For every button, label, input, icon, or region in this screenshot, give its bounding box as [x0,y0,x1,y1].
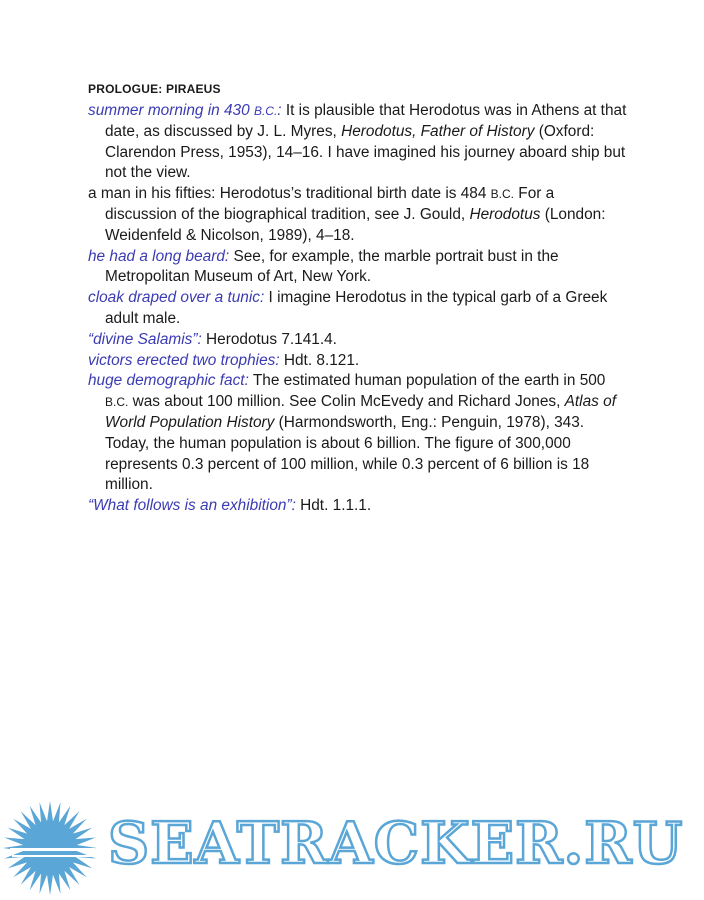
watermark-text: SEATRACKER.RU [108,810,684,877]
note-lead-man-in-fifties: a man in his fifties: [88,185,216,203]
endnotes-page [88,82,628,517]
note-long-beard: he had a long beard: See, for example, the marble portrait bust in the Metropolitan Museum of Art, New York. [88,247,559,286]
watermark [0,800,704,896]
note-cloak-tunic: cloak draped over a tunic: I imagine Herodotus in the typical garb of a Greek adult male. [88,289,608,327]
note-two-trophies: victors erected two trophies: Hdt. 8.121. [88,351,360,369]
note-link-long-beard[interactable]: he had a long beard: [88,247,230,265]
sun-burst-icon [0,800,105,896]
note-link-two-trophies[interactable]: victors erected two trophies: [88,351,280,369]
note-summer-morning: summer morning in 430 B.C.: It is plausible that Herodotus was in Athens at that date, as discussed by J. L. Myres, Herodotus, Father of History (Oxford: Clarendon Press, 1953), 14–16. I have imagined his journey aboard ship but not the view. [88,102,627,182]
note-demographic-fact: huge demographic fact: The estimated human population of the earth in 500 B.C. was about 100 million. See Colin McEvedy and Richard Jones, Atlas of World Population History (Harmondsworth, Eng.: Penguin, 1978), 343. Today, the human population is about 6 billion. The figure of 300,000 represents 0.3 percent of 100 million, while 0.3 percent of 6 billion is 18 million. [88,372,616,494]
note-link-cloak-tunic[interactable]: cloak draped over a tunic: [88,289,265,307]
chapter-heading: PROLOGUE: PIRAEUS [88,82,221,96]
note-link-divine-salamis[interactable]: “divine Salamis”: [88,330,202,348]
note-link-demographic-fact[interactable]: huge demographic fact: [88,372,249,390]
note-link-exhibition[interactable]: “What follows is an exhibition”: [88,497,296,515]
note-link-summer-morning[interactable]: summer morning in 430 B.C.: [88,102,282,119]
note-man-in-fifties: a man in his fifties: Herodotus’s traditional birth date is 484 B.C. For a discussion of the biographical tradition, see J. Gould, Herodotus (London: Weidenfeld & Nicolson, 1989), 4–18. [88,185,606,244]
note-divine-salamis: “divine Salamis”: Herodotus 7.141.4. [88,330,337,348]
note-exhibition: “What follows is an exhibition”: Hdt. 1.1.1. [88,497,372,515]
